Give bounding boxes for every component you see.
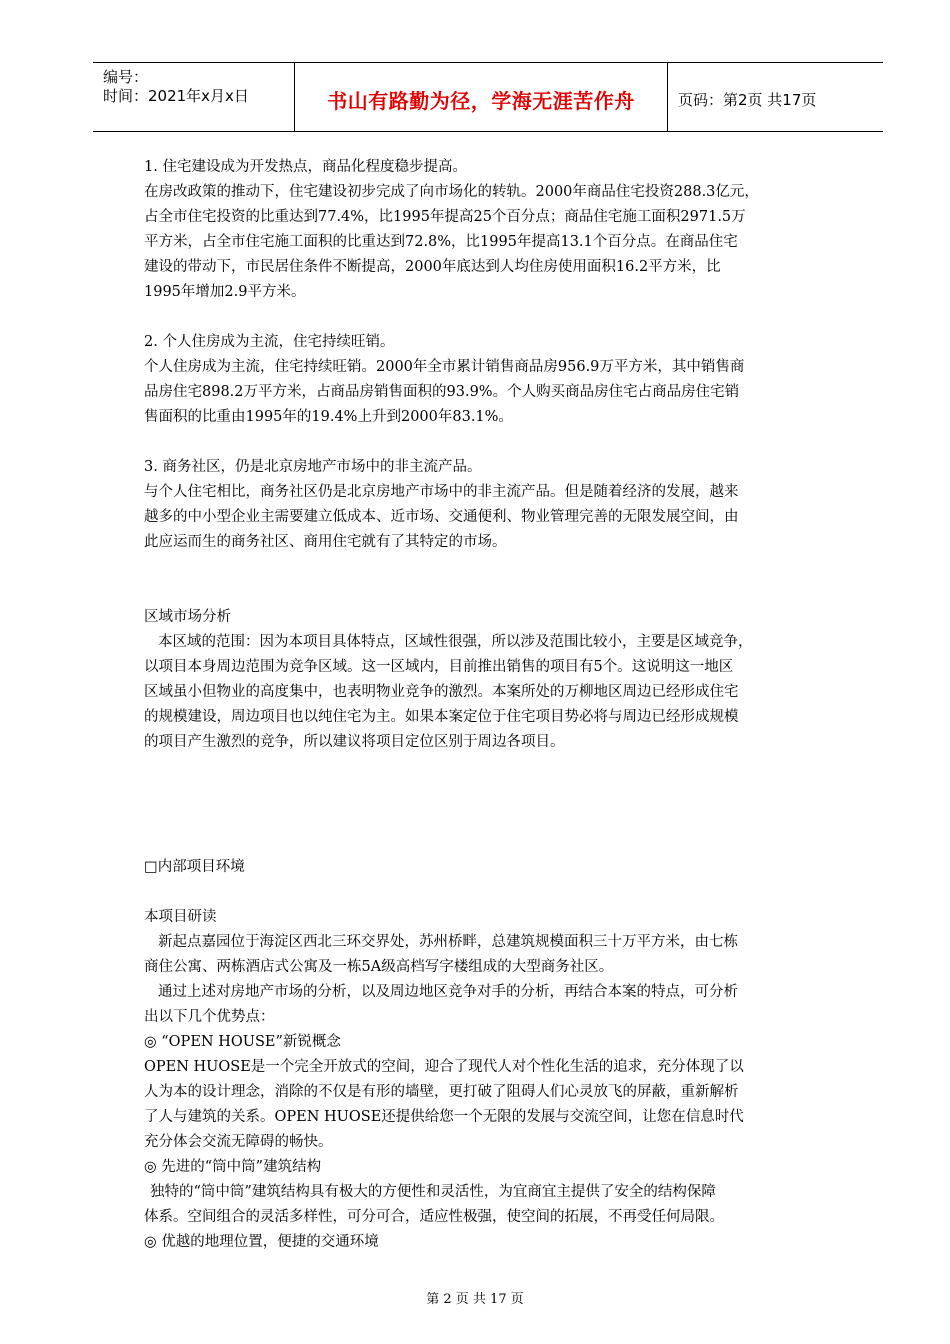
section-1-title: 1. 住宅建设成为开发热点，商品化程度稳步提高。 xyxy=(144,159,467,175)
study-line: 出以下几个优势点： xyxy=(144,1009,275,1025)
region-title: 区域市场分析 xyxy=(144,609,231,625)
region-line: 区域虽小但物业的高度集中，也表明物业竞争的激烈。本案所处的万柳地区周边已经形成住宅 xyxy=(144,684,739,700)
section-1-line: 建设的带动下，市民居住条件不断提高，2000年底达到人均住房使用面积16.2平方米，比 xyxy=(144,259,721,275)
section-2-line: 个人住房成为主流，住宅持续旺销。2000年全市累计销售商品房956.9万平方米，其中销售商 xyxy=(144,359,745,375)
header-page-cell xyxy=(668,63,883,131)
page-footer xyxy=(0,1288,950,1307)
advantage-1-line: 了人与建筑的关系。OPEN HUOSE还提供给您一个无限的发展与交流空间，让您在信息时代 xyxy=(144,1109,744,1125)
advantage-1-line: OPEN HUOSE是一个完全开放式的空间，迎合了现代人对个性化生活的追求，充分体现了以 xyxy=(144,1059,744,1075)
advantage-1-title: ◎ “OPEN HOUSE”新锐概念 xyxy=(144,1034,341,1050)
study-line: 通过上述对房地产市场的分析，以及周边地区竞争对手的分析，再结合本案的特点，可分析 xyxy=(158,984,738,1000)
study-line: 商住公寓、两栋酒店式公寓及一栋5A级高档写字楼组成的大型商务社区。 xyxy=(144,959,614,975)
section-2-title: 2. 个人住房成为主流，住宅持续旺销。 xyxy=(144,334,395,350)
study-title: 本项目研读 xyxy=(144,909,217,925)
section-1-line: 在房改政策的推动下，住宅建设初步完成了向市场化的转轨。2000年商品住宅投资288.3亿元， xyxy=(144,184,759,200)
header-info-cell xyxy=(93,63,295,131)
header-motto-cell xyxy=(295,63,668,131)
document-body xyxy=(144,155,844,1255)
section-3-line: 与个人住宅相比，商务社区仍是北京房地产市场中的非主流产品。但是随着经济的发展，越来 xyxy=(144,484,739,500)
advantage-2-line: 体系。空间组合的灵活多样性，可分可合，适应性极强，使空间的拓展，不再受任何局限。 xyxy=(144,1209,724,1225)
serial-label: 编号： xyxy=(103,68,149,86)
footer-page-number: 第 2 页 共 17 页 xyxy=(426,1292,524,1307)
time-label: 时间：2021年x月x日 xyxy=(103,87,249,105)
internal-environment-title: □内部项目环境 xyxy=(144,859,245,875)
section-3-line: 此应运而生的商务社区、商用住宅就有了其特定的市场。 xyxy=(144,534,507,550)
region-line: 的规模建设，周边项目也以纯住宅为主。如果本案定位于住宅项目势必将与周边已经形成规模 xyxy=(144,709,739,725)
region-line: 本区域的范围：因为本项目具体特点，区域性很强，所以涉及范围比较小，主要是区域竞争， xyxy=(158,634,753,650)
study-line: 新起点嘉园位于海淀区西北三环交界处，苏州桥畔，总建筑规模面积三十万平方米，由七栋 xyxy=(158,934,738,950)
motto: 书山有路勤为径，学海无涯苦作舟 xyxy=(327,89,635,113)
section-2-line: 售面积的比重由1995年的19.4%上升到2000年83.1%。 xyxy=(144,409,513,425)
advantage-1-line: 人为本的设计理念，消除的不仅是有形的墙壁，更打破了阻碍人们心灵放飞的屏蔽，重新解析 xyxy=(144,1084,739,1100)
section-1-line: 平方米，占全市住宅施工面积的比重达到72.8%，比1995年提高13.1个百分点。在商品住宅 xyxy=(144,234,738,250)
region-line: 以项目本身周边范围为竞争区域。这一区域内，目前推出销售的项目有5个。这说明这一地区 xyxy=(144,659,734,675)
section-3-title: 3. 商务社区，仍是北京房地产市场中的非主流产品。 xyxy=(144,459,482,475)
page-header xyxy=(93,62,883,132)
page-code: 页码：第2页 共17页 xyxy=(678,91,817,109)
advantage-3-title: ◎ 优越的地理位置，便捷的交通环境 xyxy=(144,1234,379,1250)
advantage-2-line: 独特的“筒中筒”建筑结构具有极大的方便性和灵活性，为宜商宜主提供了安全的结构保障 xyxy=(150,1184,716,1200)
section-1-line: 占全市住宅投资的比重达到77.4%，比1995年提高25个百分点；商品住宅施工面积2971.5万 xyxy=(144,209,746,225)
section-2-line: 品房住宅898.2万平方米，占商品房销售面积的93.9%。个人购买商品房住宅占商品房住宅销 xyxy=(144,384,740,400)
advantage-2-title: ◎ 先进的“筒中筒”建筑结构 xyxy=(144,1159,322,1175)
section-3-line: 越多的中小型企业主需要建立低成本、近市场、交通便利、物业管理完善的无限发展空间，由 xyxy=(144,509,739,525)
advantage-1-line: 充分体会交流无障碍的畅快。 xyxy=(144,1134,333,1150)
region-line: 的项目产生激烈的竞争，所以建议将项目定位区别于周边各项目。 xyxy=(144,734,565,750)
section-1-line: 1995年增加2.9平方米。 xyxy=(144,284,306,300)
